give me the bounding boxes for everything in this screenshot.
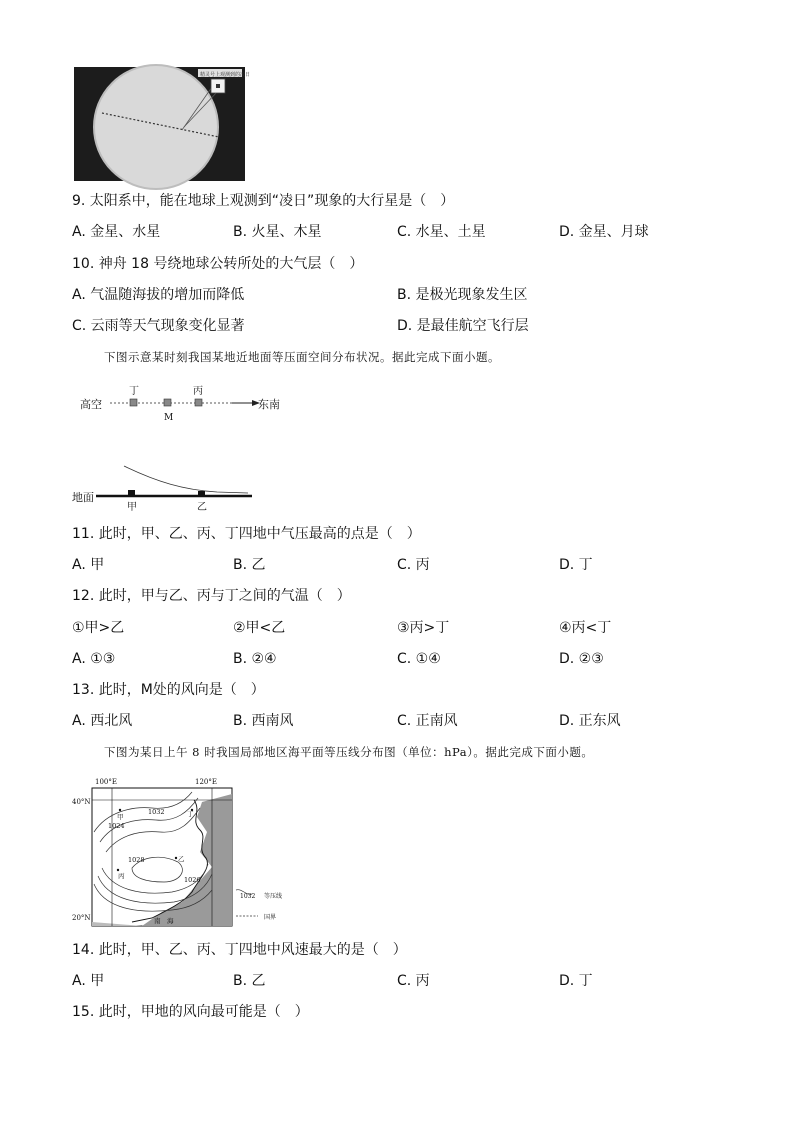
- q12-option-c[interactable]: C. ①④: [397, 651, 441, 667]
- legend-isobar-value: 1032: [240, 893, 256, 900]
- point-yi-marker: [198, 491, 205, 496]
- point-bing-label: 丙: [193, 386, 203, 397]
- point-jia-label: 甲: [127, 502, 137, 513]
- q12-statement-4: ④丙<丁: [559, 620, 612, 636]
- q13-option-c[interactable]: C. 正南风: [397, 713, 458, 729]
- isobaric-profile-figure: [72, 378, 280, 514]
- intro-isobaric-profile: 下图示意某时刻我国某地近地面等压面空间分布状况。据此完成下面小题。: [104, 350, 500, 364]
- q11-option-d[interactable]: D. 丁: [559, 557, 593, 573]
- southeast-label: 东南: [258, 398, 280, 411]
- lat-40n-label: 40°N: [72, 798, 91, 806]
- q14-option-d[interactable]: D. 丁: [559, 973, 593, 989]
- isobar-map-figure: [72, 772, 302, 932]
- question-13-stem: 13. 此时，M处的风向是（ ）: [72, 682, 265, 698]
- q10-option-d[interactable]: D. 是最佳航空飞行层: [397, 318, 529, 334]
- point-ding-label: 丁: [129, 386, 139, 397]
- isobar-1026-label: 1026: [184, 876, 201, 884]
- q9-option-c[interactable]: C. 水星、土星: [397, 224, 486, 240]
- q11-option-a[interactable]: A. 甲: [72, 557, 105, 573]
- q11-option-b[interactable]: B. 乙: [233, 557, 266, 573]
- q13-option-b[interactable]: B. 西南风: [233, 713, 294, 729]
- intro-isobar-map: 下图为某日上午 8 时我国局部地区海平面等压线分布图（单位：hPa）。据此完成下面小题。: [104, 745, 594, 759]
- question-9-stem: 9. 太阳系中，能在地球上观测到“凌日”现象的大行星是（ ）: [72, 193, 455, 209]
- q13-option-a[interactable]: A. 西北风: [72, 713, 133, 729]
- q10-option-b[interactable]: B. 是极光现象发生区: [397, 287, 528, 303]
- q12-option-b[interactable]: B. ②④: [233, 651, 277, 667]
- q9-option-d[interactable]: D. 金星、月球: [559, 224, 649, 240]
- sun-figure-label: 精灵号上观测到的凌日: [200, 72, 251, 78]
- lon-120e-label: 120°E: [195, 778, 217, 786]
- ground-label: 地面: [72, 491, 94, 504]
- question-11-stem: 11. 此时，甲、乙、丙、丁四地中气压最高的点是（ ）: [72, 526, 421, 542]
- legend-isobar-label: 等压线: [264, 893, 283, 900]
- question-15-stem: 15. 此时，甲地的风向最可能是（ ）: [72, 1004, 309, 1020]
- q12-statement-2: ②甲<乙: [233, 620, 286, 636]
- map-point-bing-label: 丙: [118, 872, 125, 880]
- point-m-marker: [164, 399, 171, 406]
- point-yi-label: 乙: [197, 502, 207, 513]
- q12-option-a[interactable]: A. ①③: [72, 651, 116, 667]
- q9-option-a[interactable]: A. 金星、水星: [72, 224, 161, 240]
- lat-20n-label: 20°N: [72, 914, 91, 922]
- q12-statement-3: ③丙>丁: [397, 620, 450, 636]
- q10-option-c[interactable]: C. 云雨等天气现象变化显著: [72, 318, 245, 334]
- upper-air-label: 高空: [80, 398, 102, 411]
- q9-option-b[interactable]: B. 火星、木星: [233, 224, 322, 240]
- lon-100e-label: 100°E: [95, 778, 117, 786]
- q14-option-b[interactable]: B. 乙: [233, 973, 266, 989]
- point-m-label: M: [164, 413, 174, 423]
- map-point-yi-label: 乙: [178, 855, 185, 863]
- isobar-1024-label: 1024: [108, 822, 125, 830]
- q10-option-a[interactable]: A. 气温随海拔的增加而降低: [72, 287, 245, 303]
- sun-transit-figure: [74, 67, 251, 181]
- q14-option-c[interactable]: C. 丙: [397, 973, 430, 989]
- point-jia-marker: [128, 490, 135, 496]
- question-10-stem: 10. 神舟 18 号绕地球公转所处的大气层（ ）: [72, 256, 364, 272]
- q12-option-d[interactable]: D. ②③: [559, 651, 604, 667]
- q13-option-d[interactable]: D. 正东风: [559, 713, 621, 729]
- map-point-ding-label: 丁: [187, 810, 194, 818]
- question-12-stem: 12. 此时，甲与乙、丙与丁之间的气温（ ）: [72, 588, 351, 604]
- map-point-jia-label: 甲: [117, 813, 124, 821]
- point-bing-marker: [195, 399, 202, 406]
- q12-statement-1: ①甲>乙: [72, 620, 125, 636]
- q14-option-a[interactable]: A. 甲: [72, 973, 105, 989]
- isobar-1028-label: 1028: [128, 856, 145, 864]
- q11-option-c[interactable]: C. 丙: [397, 557, 430, 573]
- point-ding-marker: [130, 399, 137, 406]
- south-sea-label: 南 海: [154, 917, 174, 925]
- legend-border-label: 国界: [264, 914, 277, 921]
- question-14-stem: 14. 此时，甲、乙、丙、丁四地中风速最大的是（ ）: [72, 942, 407, 958]
- isobar-1032-label: 1032: [148, 808, 165, 816]
